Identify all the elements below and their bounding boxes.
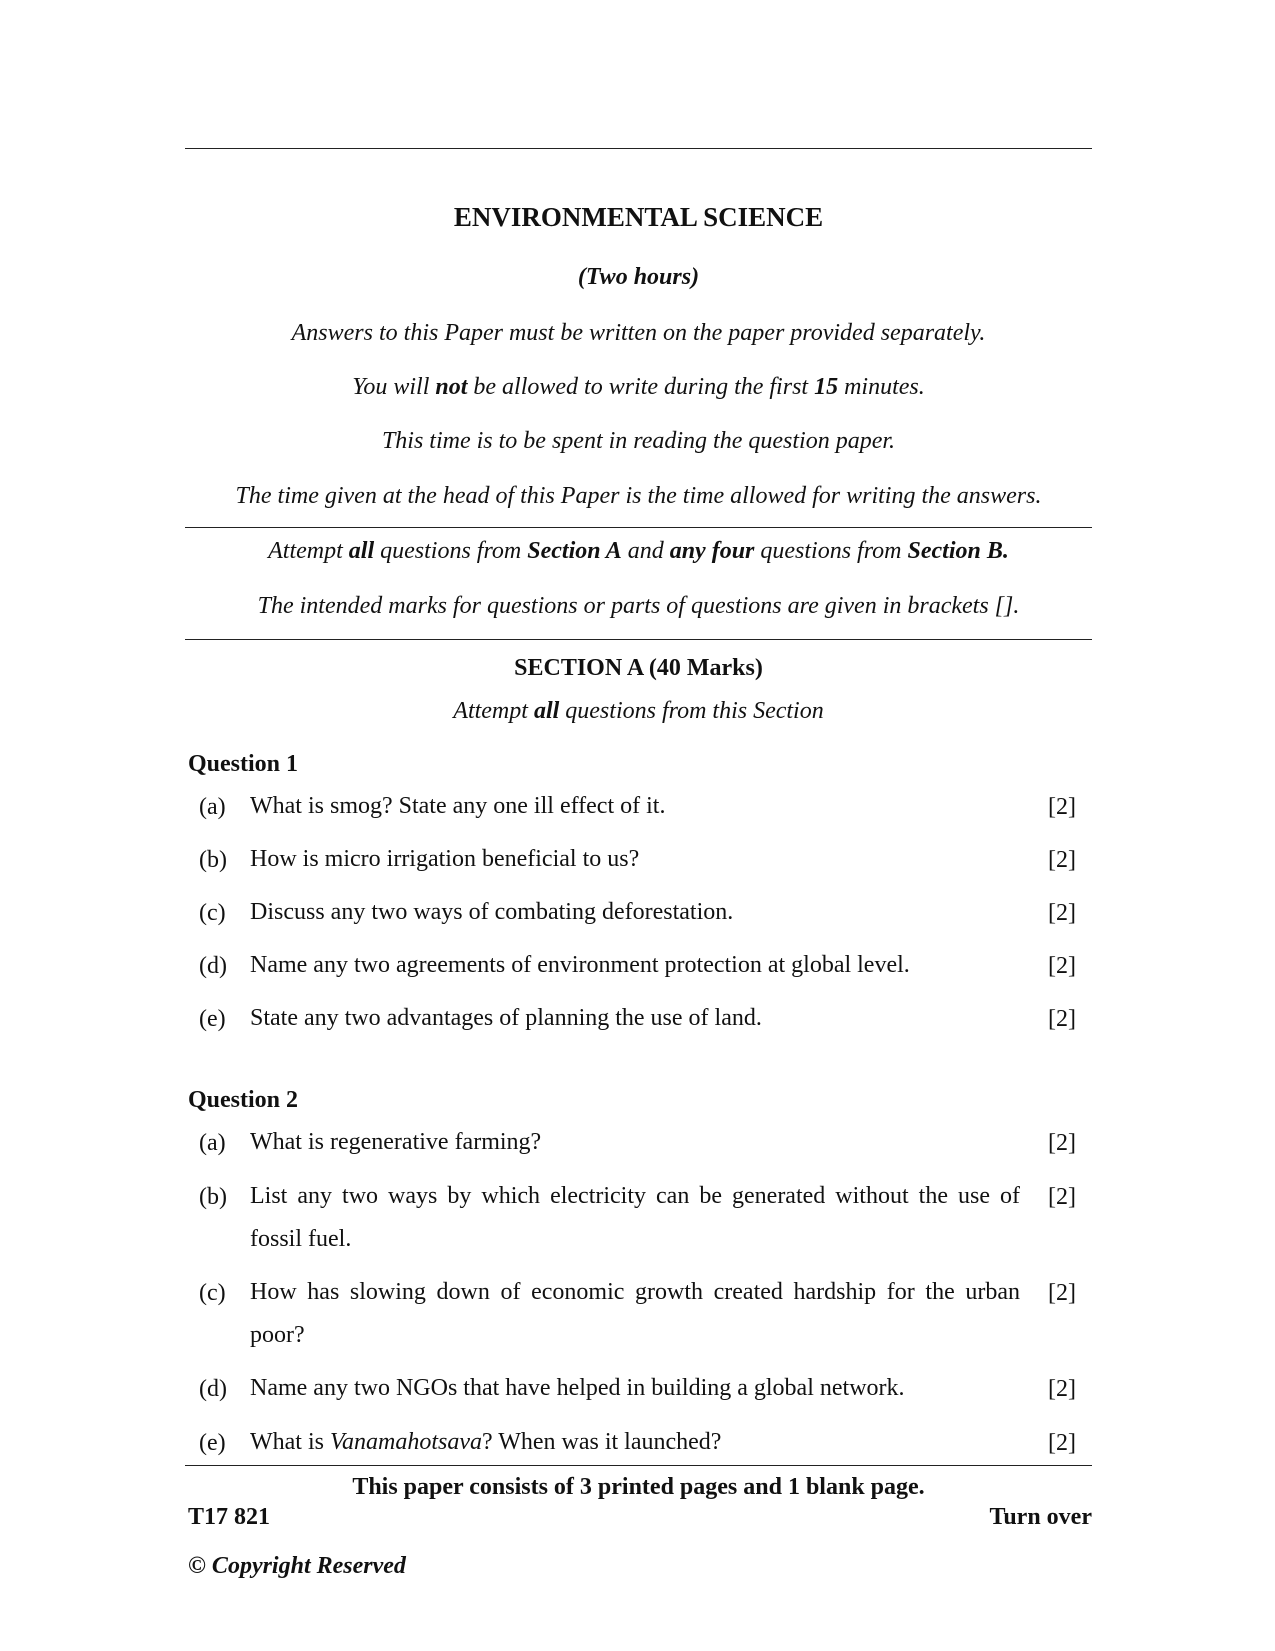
item-text: State any two advantages of planning the use of land. [250, 1005, 762, 1031]
item-marks: [2] [1048, 1280, 1076, 1306]
item-text: How is micro irrigation beneficial to us? [250, 846, 640, 872]
instr2-a: You will [352, 374, 436, 400]
instr5-e: and [621, 538, 670, 564]
item-text: Discuss any two ways of combating deforestation. [250, 899, 734, 925]
duration [185, 264, 1092, 291]
item-text: What is smog? State any one ill effect of it. [250, 793, 666, 819]
item-text: List any two ways by which electricity can be generated without the use of fossil fuel. [250, 1183, 1020, 1252]
item-label: (d) [199, 1376, 227, 1402]
item-marks: [2] [1048, 1430, 1076, 1456]
item-label: (b) [199, 847, 227, 873]
question-2-title: Question 2 [188, 1087, 299, 1113]
instr5-d: Section A [527, 538, 622, 564]
item-text-a: What is [250, 1429, 330, 1455]
instr5-c: questions from [374, 538, 528, 564]
instr5-h: Section B. [907, 538, 1009, 564]
instructions-divider [185, 527, 1092, 528]
footer-rule [185, 1465, 1092, 1466]
item-text [250, 1421, 1020, 1464]
section-divider [185, 639, 1092, 640]
paper-code: T17 821 [188, 1504, 271, 1530]
instr2-d: 15 [814, 374, 839, 400]
question-1-title: Question 1 [188, 751, 299, 777]
item-text: How has slowing down of economic growth created hardship for the urban poor? [250, 1279, 1020, 1348]
section-sub-a: Attempt [453, 698, 534, 724]
item-label: (c) [199, 1280, 226, 1306]
instr2-b: not [435, 374, 468, 400]
instruction-4: The time given at the head of this Paper is the time allowed for writing the answers. [235, 483, 1042, 509]
instr5-g: questions from [754, 538, 908, 564]
item-text-b: Vanamahotsava [329, 1429, 482, 1455]
item-text: Name any two agreements of environment protection at global level. [250, 952, 910, 978]
section-subtitle [185, 698, 1092, 725]
item-label: (c) [199, 900, 226, 926]
item-marks: [2] [1048, 794, 1076, 820]
item-label: (b) [199, 1184, 227, 1210]
duration-text: (Two hours) [577, 264, 700, 290]
item-text: Name any two NGOs that have helped in building a global network. [250, 1375, 905, 1401]
item-label: (e) [199, 1006, 226, 1032]
section-sub-c: questions from this Section [559, 698, 824, 724]
instr5-a: Attempt [268, 538, 349, 564]
item-marks: [2] [1048, 1376, 1076, 1402]
pages-note: This paper consists of 3 printed pages and 1 blank page. [352, 1474, 925, 1500]
item-text-c: ? When was it launched? [481, 1429, 722, 1455]
instruction-6: The intended marks for questions or parts of questions are given in brackets []. [257, 593, 1020, 619]
instruction-1: Answers to this Paper must be written on the paper provided separately. [291, 320, 986, 346]
instr2-c: be allowed to write during the first [467, 374, 815, 400]
instr2-e: minutes. [838, 374, 925, 400]
item-marks: [2] [1048, 1184, 1076, 1210]
item-marks: [2] [1048, 1006, 1076, 1032]
item-marks: [2] [1048, 1130, 1076, 1156]
turn-over: Turn over [989, 1504, 1092, 1530]
instruction-5 [185, 538, 1092, 565]
paper-title: ENVIRONMENTAL SCIENCE [453, 202, 824, 232]
item-text: What is regenerative farming? [250, 1129, 542, 1155]
instruction-3: This time is to be spent in reading the question paper. [381, 428, 896, 454]
instr5-f: any four [669, 538, 755, 564]
item-marks: [2] [1048, 847, 1076, 873]
section-sub-b: all [533, 698, 560, 724]
item-marks: [2] [1048, 900, 1076, 926]
instruction-2 [185, 374, 1092, 401]
item-label: (a) [199, 1130, 226, 1156]
item-label: (d) [199, 953, 227, 979]
instr5-b: all [348, 538, 375, 564]
copyright: © Copyright Reserved [188, 1553, 406, 1579]
item-label: (a) [199, 794, 226, 820]
item-marks: [2] [1048, 953, 1076, 979]
section-title: SECTION A (40 Marks) [514, 655, 763, 681]
item-label: (e) [199, 1430, 226, 1456]
top-rule [185, 148, 1092, 149]
